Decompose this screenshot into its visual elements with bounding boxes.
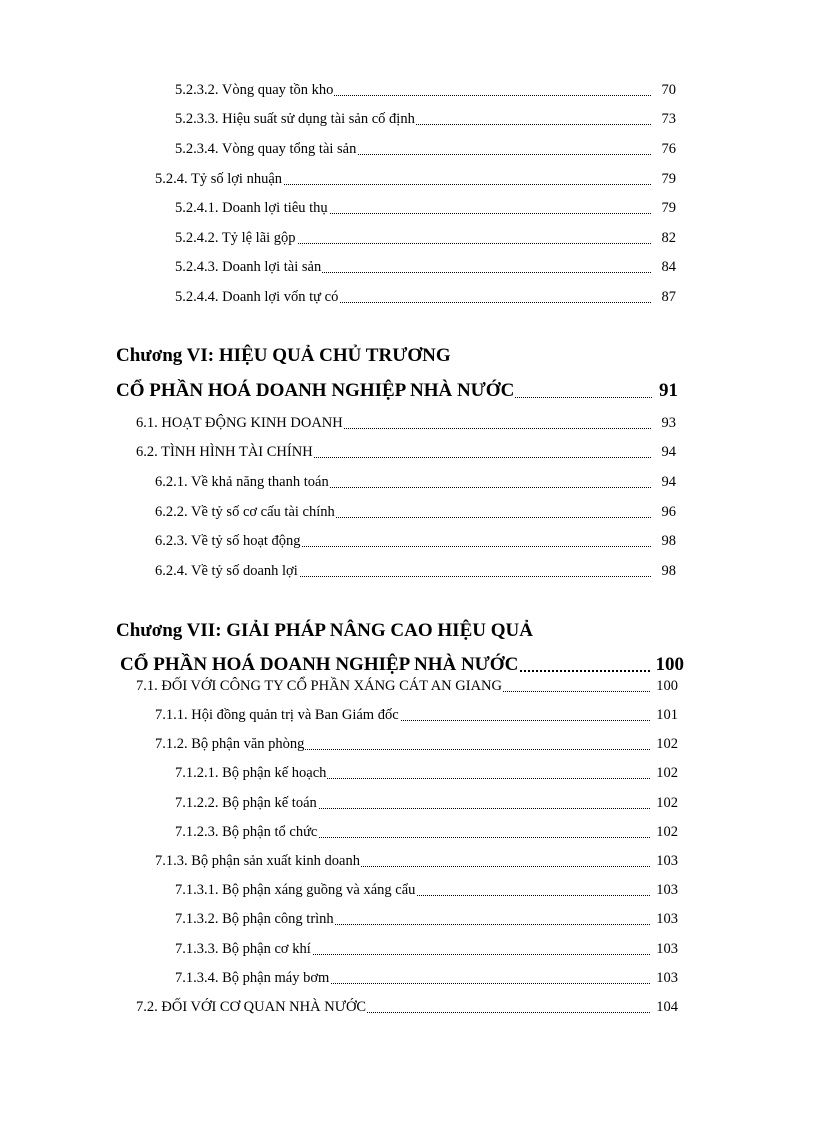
chapter-6-heading[interactable] (116, 343, 451, 369)
toc-entry[interactable] (0, 762, 816, 784)
toc-entry[interactable] (0, 967, 816, 989)
toc-entry-page: 84 (661, 259, 676, 275)
toc-entry-label: 7.1.3.2. Bộ phận công trình (175, 911, 334, 927)
toc-entry-page: 82 (661, 230, 676, 246)
toc-entry[interactable] (0, 286, 816, 308)
toc-entry[interactable] (0, 108, 816, 130)
toc-entry-label: 7.1.2. Bộ phận văn phòng (155, 736, 305, 752)
toc-entry-page: 103 (656, 853, 678, 869)
toc-entry[interactable] (0, 821, 816, 843)
toc-entry-page: 102 (656, 765, 678, 781)
toc-entry-label: 5.2.3.2. Vòng quay tồn kho (175, 82, 334, 98)
toc-entry-label: 5.2.4.2. Tỷ lệ lãi gộp (175, 230, 296, 246)
toc-entry[interactable] (0, 675, 816, 697)
toc-entry-page: 101 (656, 707, 678, 723)
toc-entry-label: 5.2.4.4. Doanh lợi vốn tự có (175, 289, 339, 305)
toc-entry-page: 98 (661, 563, 676, 579)
toc-entry-page: 79 (661, 171, 676, 187)
toc-entry-label: 6.2.1. Về khả năng thanh toán (155, 474, 329, 490)
toc-entry[interactable] (0, 501, 816, 523)
toc-entry-page: 79 (661, 200, 676, 216)
toc-entry[interactable] (0, 908, 816, 930)
toc-entry-page: 102 (656, 736, 678, 752)
toc-entry-label: 7.1.3.4. Bộ phận máy bơm (175, 970, 330, 986)
toc-entry[interactable] (0, 996, 816, 1018)
toc-entry[interactable] (0, 733, 816, 755)
toc-entry[interactable] (0, 79, 816, 101)
toc-entry[interactable] (0, 879, 816, 901)
toc-entry-label: 7.1.1. Hội đồng quản trị và Ban Giám đốc (155, 707, 399, 723)
chapter-6-title-line2-row[interactable] (116, 377, 652, 405)
chapter-7-heading[interactable] (116, 618, 533, 644)
toc-entry[interactable] (0, 792, 816, 814)
toc-entry-label: 7.1. ĐỐI VỚI CÔNG TY CỔ PHẦN XÁNG CÁT AN GIANG (136, 678, 502, 694)
chapter-6-page: 91 (659, 380, 678, 401)
toc-entry[interactable] (0, 704, 816, 726)
toc-entry[interactable] (0, 938, 816, 960)
toc-entry[interactable] (0, 560, 816, 582)
toc-entry-label: 6.2. TÌNH HÌNH TÀI CHÍNH (136, 444, 313, 460)
toc-entry-label: 7.1.3.1. Bộ phận xáng guồng và xáng cẩu (175, 882, 416, 898)
chapter-7-title-line2: CỔ PHẦN HOÁ DOANH NGHIỆP NHÀ NƯỚC (120, 654, 519, 675)
toc-entry-page: 100 (656, 678, 678, 694)
toc-entry[interactable] (0, 138, 816, 160)
toc-entry-page: 93 (661, 415, 676, 431)
toc-entry-label: 5.2.4. Tỷ số lợi nhuận (155, 171, 283, 187)
toc-entry-label: 7.1.2.1. Bộ phận kế hoạch (175, 765, 327, 781)
chapter-7-label: Chương VII: (116, 620, 222, 641)
toc-entry-label: 6.2.4. Về tỷ số doanh lợi (155, 563, 298, 579)
chapter-6-title-line1: HIỆU QUẢ CHỦ TRƯƠNG (218, 345, 451, 366)
toc-entry-label: 6.2.2. Về tỷ số cơ cấu tài chính (155, 504, 335, 520)
chapter-6-title-line2: CỔ PHẦN HOÁ DOANH NGHIỆP NHÀ NƯỚC (116, 380, 515, 401)
toc-entry-page: 103 (656, 882, 678, 898)
toc-entry-label: 6.2.3. Về tỷ số hoạt động (155, 533, 301, 549)
toc-entry-page: 103 (656, 970, 678, 986)
toc-entry-label: 7.1.2.3. Bộ phận tổ chức (175, 824, 318, 840)
toc-entry-label: 7.1.2.2. Bộ phận kế toán (175, 795, 317, 811)
toc-entry[interactable] (0, 850, 816, 872)
toc-entry-page: 87 (661, 289, 676, 305)
toc-entry-label: 5.2.4.3. Doanh lợi tài sản (175, 259, 322, 275)
toc-entry-label: 5.2.3.3. Hiệu suất sử dụng tài sản cố định (175, 111, 415, 127)
toc-entry[interactable] (0, 441, 816, 463)
chapter-7-page: 100 (655, 654, 684, 675)
toc-entry-page: 104 (656, 999, 678, 1015)
toc-entry-label: 7.1.3. Bộ phận sản xuất kinh doanh (155, 853, 360, 869)
toc-entry[interactable] (0, 256, 816, 278)
toc-entry-page: 96 (661, 504, 676, 520)
toc-entry-page: 70 (661, 82, 676, 98)
toc-entry-page: 102 (656, 824, 678, 840)
toc-entry[interactable] (0, 530, 816, 552)
toc-entry[interactable] (0, 471, 816, 493)
toc-entry-page: 103 (656, 941, 678, 957)
toc-entry[interactable] (0, 197, 816, 219)
chapter-6-label: Chương VI: (116, 345, 215, 366)
toc-entry[interactable] (0, 412, 816, 434)
toc-entry-label: 6.1. HOẠT ĐỘNG KINH DOANH (136, 415, 343, 431)
toc-entry-label: 5.2.4.1. Doanh lợi tiêu thụ (175, 200, 328, 216)
toc-entry[interactable] (0, 227, 816, 249)
toc-entry-page: 94 (661, 444, 676, 460)
toc-entry-page: 98 (661, 533, 676, 549)
toc-entry-label: 7.1.3.3. Bộ phận cơ khí (175, 941, 311, 957)
toc-entry-page: 94 (661, 474, 676, 490)
toc-entry-page: 76 (661, 141, 676, 157)
toc-entry-label: 7.2. ĐỐI VỚI CƠ QUAN NHÀ NƯỚC (136, 999, 367, 1015)
toc-entry-page: 73 (661, 111, 676, 127)
chapter-7-title-line1: GIẢI PHÁP NÂNG CAO HIỆU QUẢ (226, 620, 533, 641)
toc-entry-page: 102 (656, 795, 678, 811)
toc-entry[interactable] (0, 168, 816, 190)
toc-entry-page: 103 (656, 911, 678, 927)
toc-entry-label: 5.2.3.4. Vòng quay tổng tài sản (175, 141, 357, 157)
